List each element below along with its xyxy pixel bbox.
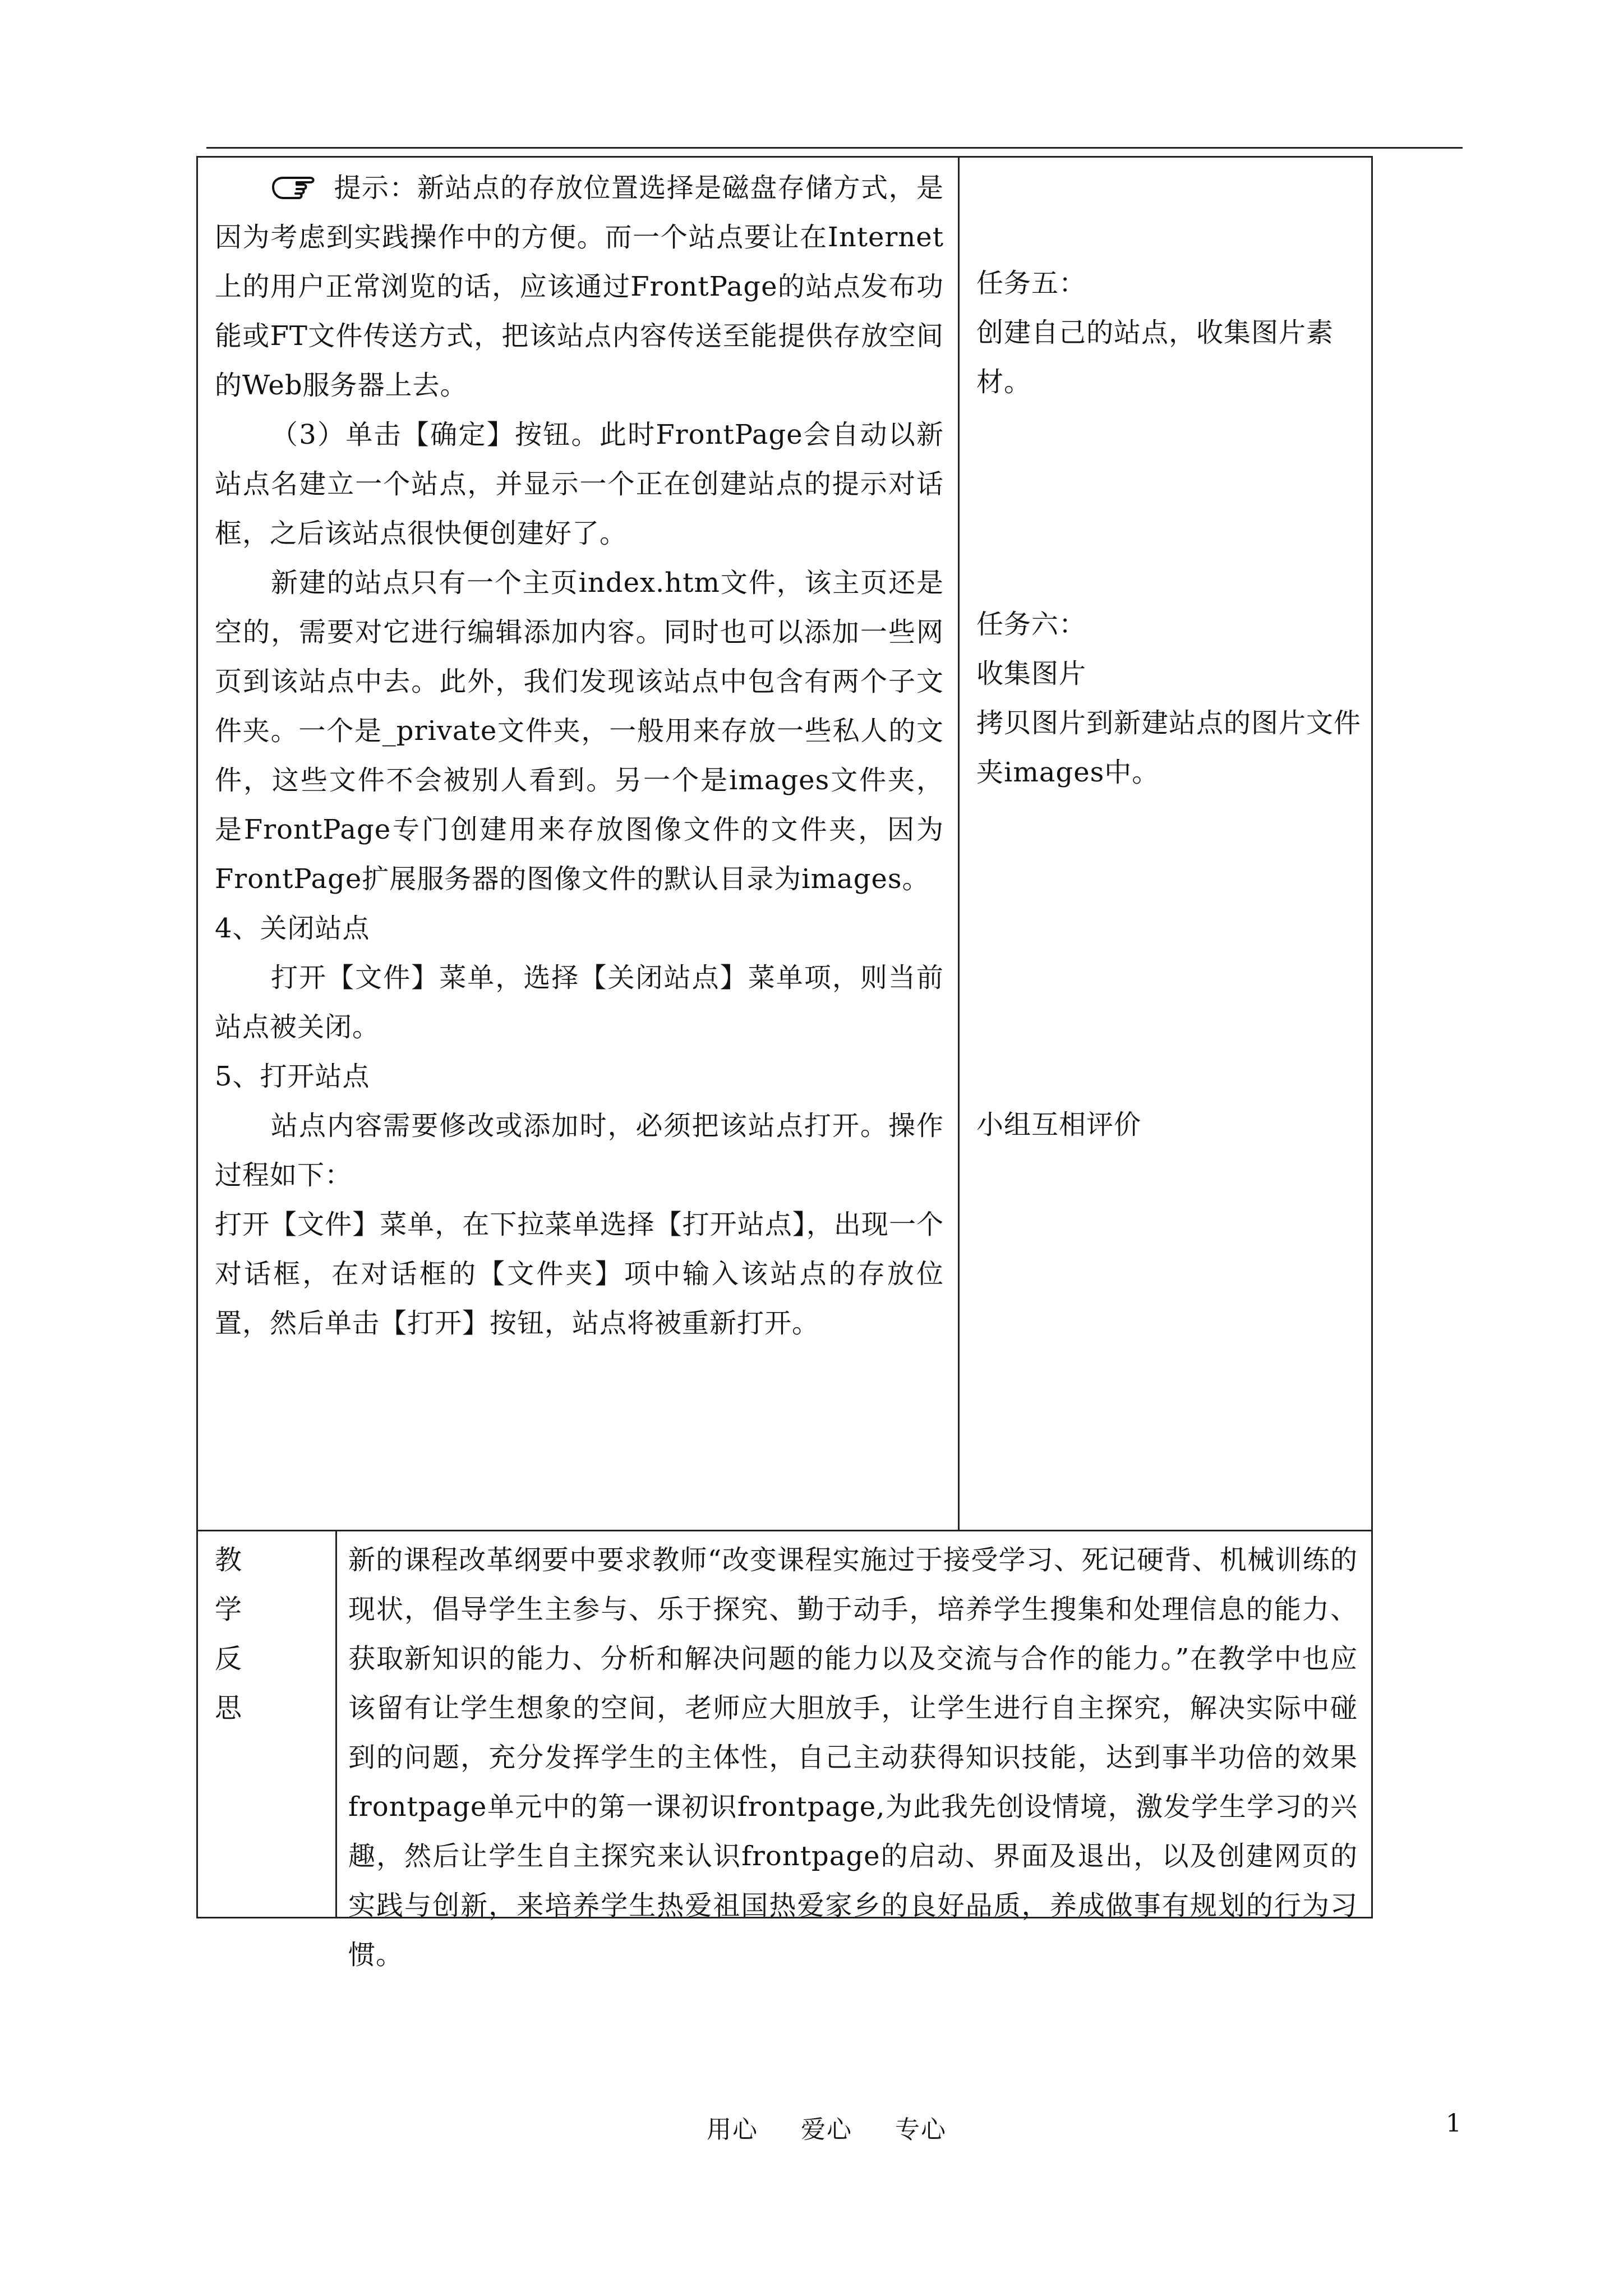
lesson-content-cell (215, 163, 944, 1348)
footer-word: 爱心 (801, 2115, 852, 2144)
peer-review-text: 小组互相评价 (976, 1109, 1142, 1140)
lesson-table (196, 156, 1373, 1971)
reflection-label (215, 1535, 299, 1733)
open-site-paragraph: 站点内容需要修改或添加时，必须把该站点打开。操作过程如下： (215, 1110, 944, 1191)
pointing-hand-icon (271, 168, 318, 201)
page-number: 1 (1446, 2109, 1461, 2138)
open-site-steps: 打开【文件】菜单，在下拉菜单选择【打开站点】，出现一个对话框，在对话框的【文件夹】项中输入该站点的存放位置，然后单击【打开】按钮，站点将被重新打开。 (215, 1209, 944, 1339)
reflection-label-char: 教 (215, 1544, 242, 1576)
task5-text: 创建自己的站点，收集图片素材。 (976, 317, 1334, 398)
task6-line2: 拷贝图片到新建站点的图片文件夹images中。 (976, 707, 1362, 788)
footer-word: 用心 (707, 2115, 758, 2144)
task5-title: 任务五： (976, 268, 1087, 299)
reflection-text: 新的课程改革纲要中要求教师“改变课程实施过于接受学习、死记硬背、机械训练的现状，倡导学生主参与、乐于探究、勤于动手，培养学生搜集和处理信息的能力、获取新知识的能力、分析和解决问题的能力以及交流与合作的能力。”在教学中也应该留有让学生想象的空间，老师应大胆放手，让学生进行自主探究，解决实际中碰到的问题，充分发挥学生的主体性，自己主动获得知识技能，达到事半功倍的效果frontpage单元中的第一课初识frontpage,为此我先创设情境，激发学生学习的兴趣，然后让学生自主探究来认识frontpage的启动、界面及退出，以及创建网页的实践与创新，来培养学生热爱祖国热爱家乡的良好品质，养成做事有规划的行为习惯。 (348, 1544, 1358, 1971)
footer-motto (707, 2109, 980, 2145)
footer-word: 专心 (895, 2115, 947, 2144)
task6-block (976, 600, 1363, 797)
column-divider (958, 158, 960, 1530)
reflection-label-divider (335, 1530, 337, 1918)
close-site-paragraph: 打开【文件】菜单，选择【关闭站点】菜单项，则当前站点被关闭。 (215, 962, 944, 1043)
header-rule (206, 147, 1463, 149)
reflection-row-divider (198, 1530, 1371, 1531)
peer-review-block (976, 1100, 1363, 1149)
step3-paragraph: （3）单击【确定】按钮。此时FrontPage会自动以新站点名建立一个站点，并显示一个正在创建站点的提示对话框，之后该站点很快便创建好了。 (215, 419, 944, 549)
new-site-paragraph: 新建的站点只有一个主页index.htm文件，该主页还是空的，需要对它进行编辑添加内容。同时也可以添加一些网页到该站点中去。此外，我们发现该站点中包含有两个子文件夹。一个是_private文件夹，一般用来存放一些私人的文件，这些文件不会被别人看到。另一个是images文件夹，是FrontPage专门创建用来存放图像文件的文件夹，因为FrontPage扩展服务器的图像文件的默认目录为images。 (215, 567, 944, 895)
open-site-heading: 5、打开站点 (215, 1061, 370, 1092)
task6-line1: 收集图片 (976, 658, 1087, 689)
tip-text: 提示：新站点的存放位置选择是磁盘存储方式，是因为考虑到实践操作中的方便。而一个站点要让在Internet上的用户正常浏览的话，应该通过FrontPage的站点发布功能或FT文件传送方式，把该站点内容传送至能提供存放空间的Web服务器上去。 (215, 172, 944, 401)
close-site-heading: 4、关闭站点 (215, 913, 370, 944)
reflection-label-char: 思 (215, 1692, 242, 1724)
task6-title: 任务六： (976, 609, 1087, 640)
tip-paragraph (215, 163, 944, 410)
reflection-label-char: 反 (215, 1643, 242, 1674)
reflection-label-char: 学 (215, 1594, 242, 1625)
task5-block (976, 259, 1363, 407)
